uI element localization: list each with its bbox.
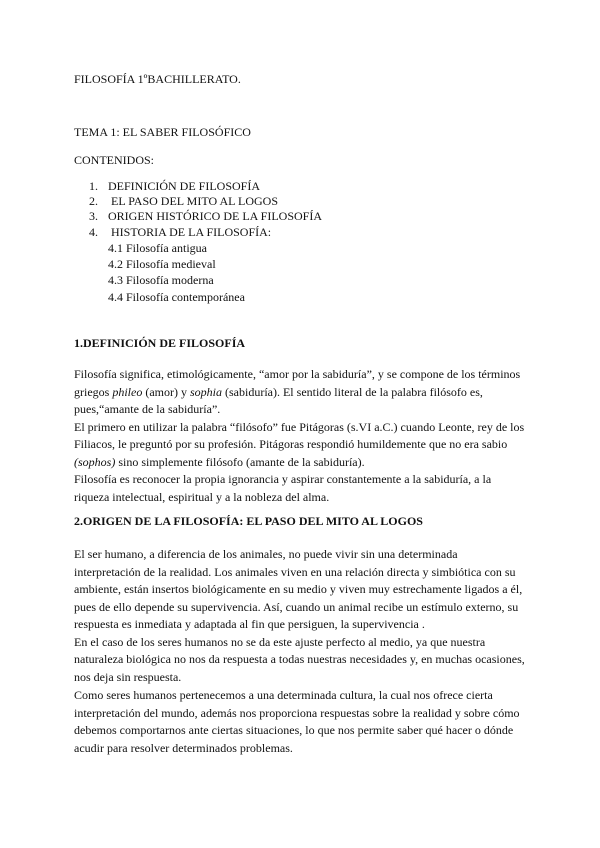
phileo-term: phileo	[112, 384, 143, 399]
section-2-body: El ser humano, a diferencia de los animales, no puede vivir sin una determinada interpretación de la realidad. Los animales viven en una relación directa y simbiótica con su ambiente, están insertos biológicamente en su medio y viven muy estrechamente ligados a él, pues de ello depende su supervivencia. Así, cuando un animal recibe un estímulo externo, su respuesta es inmediata y adaptada al fin que persiguen, la supervivencia . En el caso de los seres humanos no se da este ajuste perfecto al medio, ya que nuestra naturaleza biológica no nos da respuesta a todas nuestras necesidades y, en muchas ocasiones, nos deja sin respuesta.	[74, 547, 525, 684]
document-page: FILOSOFÍA 1ºBACHILLERATO. TEMA 1: EL SABER FILOSÓFICO CONTENIDOS: 1. DEFINICIÓN DE FILOSOFÍA 2. EL PASO DEL MITO AL LOGOS 3. ORIGEN HISTÓRICO DE LA FILOSOFÍA 4. HISTORIA DE LA FILOSOFÍA: 4.1 Filosofía antigua 4.2 Filosofía medieval 4.3 Filosofía moderna 4.4 Filosofía contemporánea 1.DEFINICIÓN DE FILOSOFÍA Filosofía significa, etimológicamente, “amor por la sabiduría”, y se compone de los términos griegos phileo (amor) y sophia (sabiduría). El sentido literal de la palabra filósofo es, pues,“amante de la sabiduría”. El primero en utilizar la palabra “filósofo” fue Pitágoras (s.VI a.C.) cuando Leonte, rey de los Filiacos, le preguntó por su profesión. Pitágoras respondió humildemente que no era sabio (sophos) sino simplemente filósofo (amante de la sabiduría). Filosofía es reconocer la propia ignorancia y aspirar constantemente a la sabiduría, a la riqueza intelectual, espiritual y a la nobleza del alma. 2.ORIGEN DE LA FILOSOFÍA: EL PASO DEL MITO AL LOGOS El ser humano, a diferencia de los animales, no puede vivir sin una determinada interpretación de la realidad. Los animales viven en una relación directa y simbiótica con su ambiente, están insertos biológicamente en su medio y viven muy estrechamente ligados a él, pues de ello depende su supervivencia. Así, cuando un animal recibe un estímulo externo, su respuesta es inmediata y adaptada al fin que persiguen, la supervivencia . En el caso de los seres humanos no se da este ajuste perfecto al medio, ya que nuestra naturaleza biológica no nos da respuesta a todas nuestras necesidades y, en muchas ocasiones, nos deja sin respuesta. Como seres humanos pertenecemos a una determinada cultura, la cual nos ofrece cierta interpretación del mundo, además nos proporciona respuestas sobre la realidad y sobre cómo debemos comportarnos ante ciertas situaciones, lo que nos permite saber qué hacer o dónde acudir para resolver determinados problemas.	[0, 0, 600, 848]
document-header: FILOSOFÍA 1ºBACHILLERATO.	[74, 72, 241, 86]
sophos-term: (sophos)	[74, 454, 116, 469]
tema-title: TEMA 1: EL SABER FILOSÓFICO	[74, 125, 251, 139]
contenidos-label: CONTENIDOS:	[74, 153, 154, 167]
sophia-term: sophia	[189, 384, 222, 399]
section-2-body-continued: Como seres humanos pertenecemos a una determinada cultura, la cual nos ofrece cierta interpretación del mundo, además nos proporciona respuestas sobre la realidad y sobre cómo debemos comportarnos ante ciertas situaciones, lo que nos permite saber qué hacer o dónde acudir para resolver determinados problemas.	[74, 688, 520, 755]
list-item: 4.1 Filosofía antigua	[108, 241, 207, 255]
section-1-title: 1.DEFINICIÓN DE FILOSOFÍA	[74, 336, 246, 350]
section-1-body: Filosofía significa, etimológicamente, “amor por la sabiduría”, y se compone de los términos griegos phileo (amor) y sophia (sabiduría). El sentido literal de la palabra filósofo es, pues,“amante de la sabiduría”. El primero en utilizar la palabra “filósofo” fue Pitágoras (s.VI a.C.) cuando Leonte, rey de los Filiacos, le preguntó por su profesión. Pitágoras respondió humildemente que no era sabio (sophos) sino simplemente filósofo (amante de la sabiduría). Filosofía es reconocer la propia ignorancia y aspirar constantemente a la sabiduría, a la riqueza intelectual, espiritual y a la nobleza del alma.	[74, 367, 525, 504]
list-item: 4.2 Filosofía medieval	[108, 257, 216, 271]
section-2-title: 2.ORIGEN DE LA FILOSOFÍA: EL PASO DEL MITO AL LOGOS	[74, 514, 423, 528]
list-item: 4.4 Filosofía contemporánea	[108, 290, 245, 304]
list-item: 4.3 Filosofía moderna	[108, 273, 214, 287]
